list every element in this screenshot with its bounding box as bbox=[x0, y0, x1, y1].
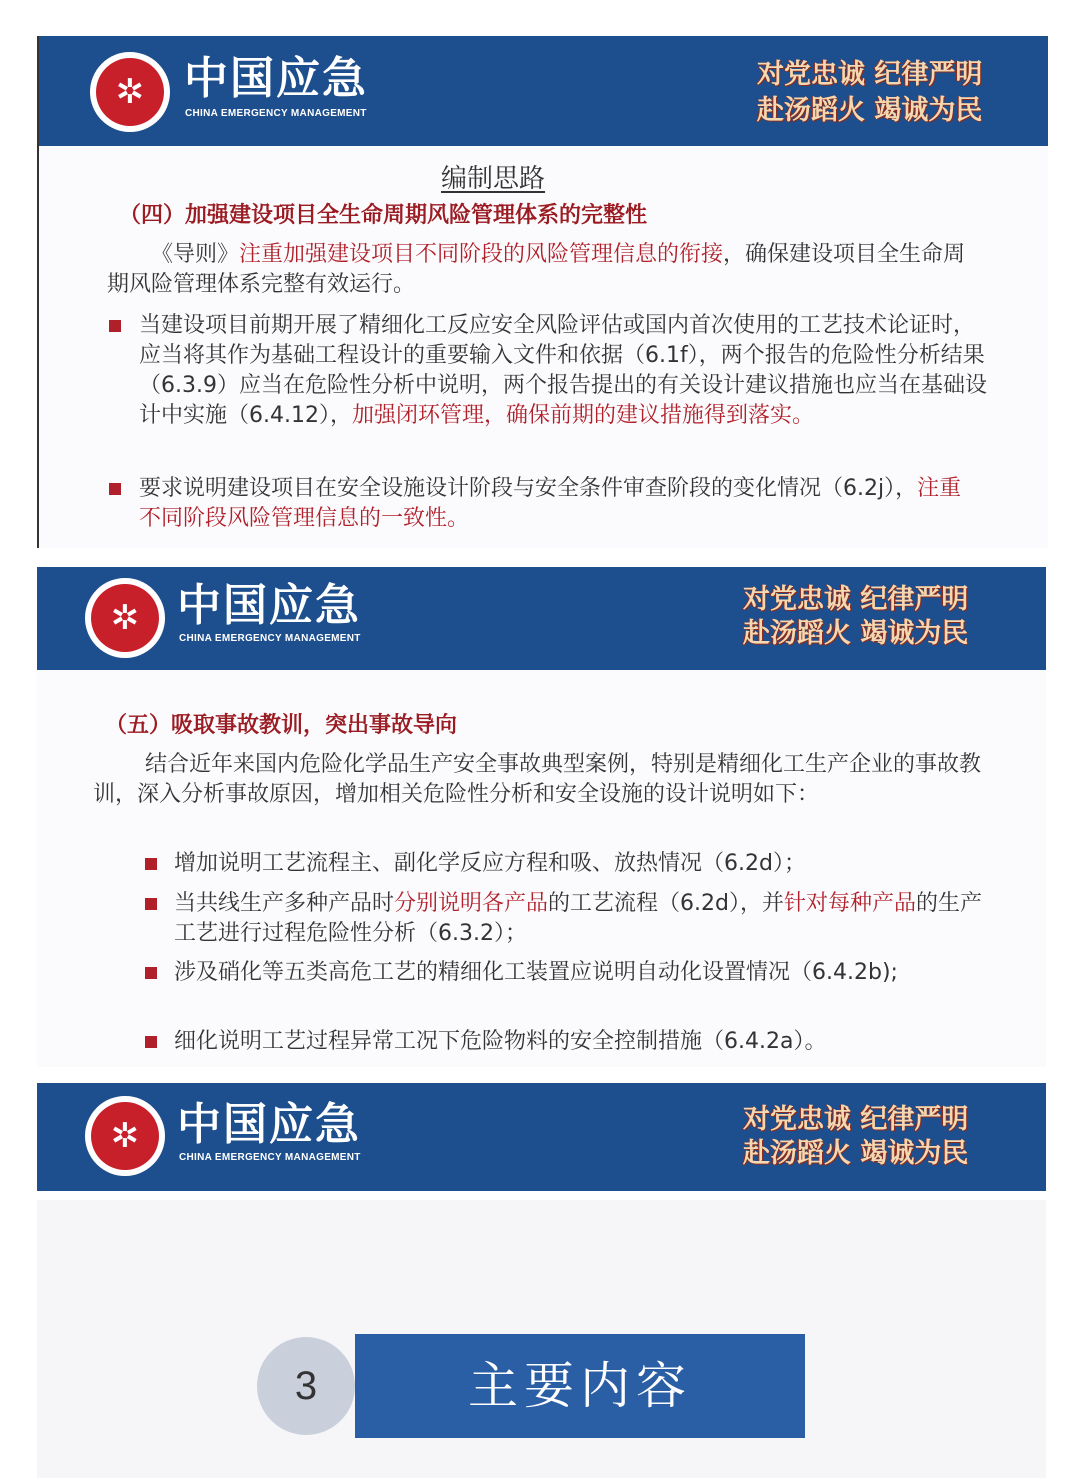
slide-3 bbox=[37, 1083, 1046, 1191]
bullet-item-2: 当共线生产多种产品时分别说明各产品的工艺流程（6.2d），并针对每种产品的生产工艺进行过程危险性分析（6.3.2）； bbox=[174, 891, 983, 946]
section-number: 3 bbox=[257, 1337, 355, 1435]
slide-title: 编制思路 bbox=[441, 164, 546, 194]
logo-title: 中国应急 bbox=[177, 1099, 361, 1150]
slide-2 bbox=[37, 567, 1046, 1067]
bullet-item-2: 要求说明建设项目在安全设施设计阶段与安全条件审查阶段的变化情况（6.2j），注重不同阶段风险管理信息的一致性。 bbox=[139, 476, 962, 531]
section-heading-4: （四）加强建设项目全生命周期风险管理体系的完整性 bbox=[119, 203, 648, 228]
emergency-emblem-icon: ✲ bbox=[82, 1093, 168, 1179]
logo-title: 中国应急 bbox=[177, 580, 361, 631]
header-banner bbox=[39, 36, 1048, 146]
header-banner bbox=[37, 567, 1046, 670]
bullet-marker bbox=[145, 858, 157, 870]
logo-subtitle: CHINA EMERGENCY MANAGEMENT bbox=[179, 1152, 361, 1163]
slogan-line-1: 对党忠诚 纪律严明 bbox=[743, 584, 969, 615]
bullet-marker bbox=[109, 483, 121, 495]
logo-subtitle: CHINA EMERGENCY MANAGEMENT bbox=[185, 108, 367, 119]
bullet-marker bbox=[145, 967, 157, 979]
bullet-marker bbox=[145, 898, 157, 910]
slide-1 bbox=[37, 36, 1048, 548]
header-banner bbox=[37, 1083, 1046, 1191]
slogan-line-2: 赴汤蹈火 竭诚为民 bbox=[743, 1138, 969, 1169]
bullet-item-1: 当建设项目前期开展了精细化工反应安全风险评估或国内首次使用的工艺技术论证时，应当将其作为基础工程设计的重要输入文件和依据（6.1f），两个报告的危险性分析结果（6.3.9）应当在危险性分析中说明，两个报告提出的有关设计建议措施也应当在基础设计中实施（6.4.12），加强闭环管理，确保前期的建议措施得到落实。 bbox=[139, 313, 987, 428]
emergency-emblem-icon: ✲ bbox=[87, 49, 173, 135]
emergency-emblem-icon: ✲ bbox=[82, 575, 168, 661]
logo-title: 中国应急 bbox=[184, 53, 368, 104]
slogan-line-2: 赴汤蹈火 竭诚为民 bbox=[743, 618, 969, 649]
bullet-marker bbox=[109, 320, 121, 332]
slogan-line-1: 对党忠诚 纪律严明 bbox=[757, 59, 983, 90]
slogan-line-2: 赴汤蹈火 竭诚为民 bbox=[757, 95, 983, 126]
bullet-marker bbox=[145, 1036, 157, 1048]
intro-paragraph: 结合近年来国内危险化学品生产安全事故典型案例，特别是精细化工生产企业的事故教训，深入分析事故原因，增加相关危险性分析和安全设施的设计说明如下： bbox=[93, 752, 982, 807]
logo-subtitle: CHINA EMERGENCY MANAGEMENT bbox=[179, 633, 361, 644]
slogan-line-1: 对党忠诚 纪律严明 bbox=[743, 1104, 969, 1135]
slide-4 bbox=[37, 1200, 1046, 1478]
section-title-bar: 主要内容 bbox=[355, 1334, 805, 1438]
bullet-item-4: 细化说明工艺过程异常工况下危险物料的安全控制措施（6.4.2a）。 bbox=[174, 1029, 827, 1054]
bullet-item-1: 增加说明工艺流程主、副化学反应方程和吸、放热情况（6.2d）； bbox=[174, 851, 806, 876]
bullet-item-3: 涉及硝化等五类高危工艺的精细化工装置应说明自动化设置情况（6.4.2b); bbox=[174, 960, 898, 985]
section-heading-5: （五）吸取事故教训，突出事故导向 bbox=[105, 713, 458, 738]
intro-paragraph: 《导则》注重加强建设项目不同阶段的风险管理信息的衔接，确保建设项目全生命周期风险管理体系完整有效运行。 bbox=[107, 242, 966, 297]
